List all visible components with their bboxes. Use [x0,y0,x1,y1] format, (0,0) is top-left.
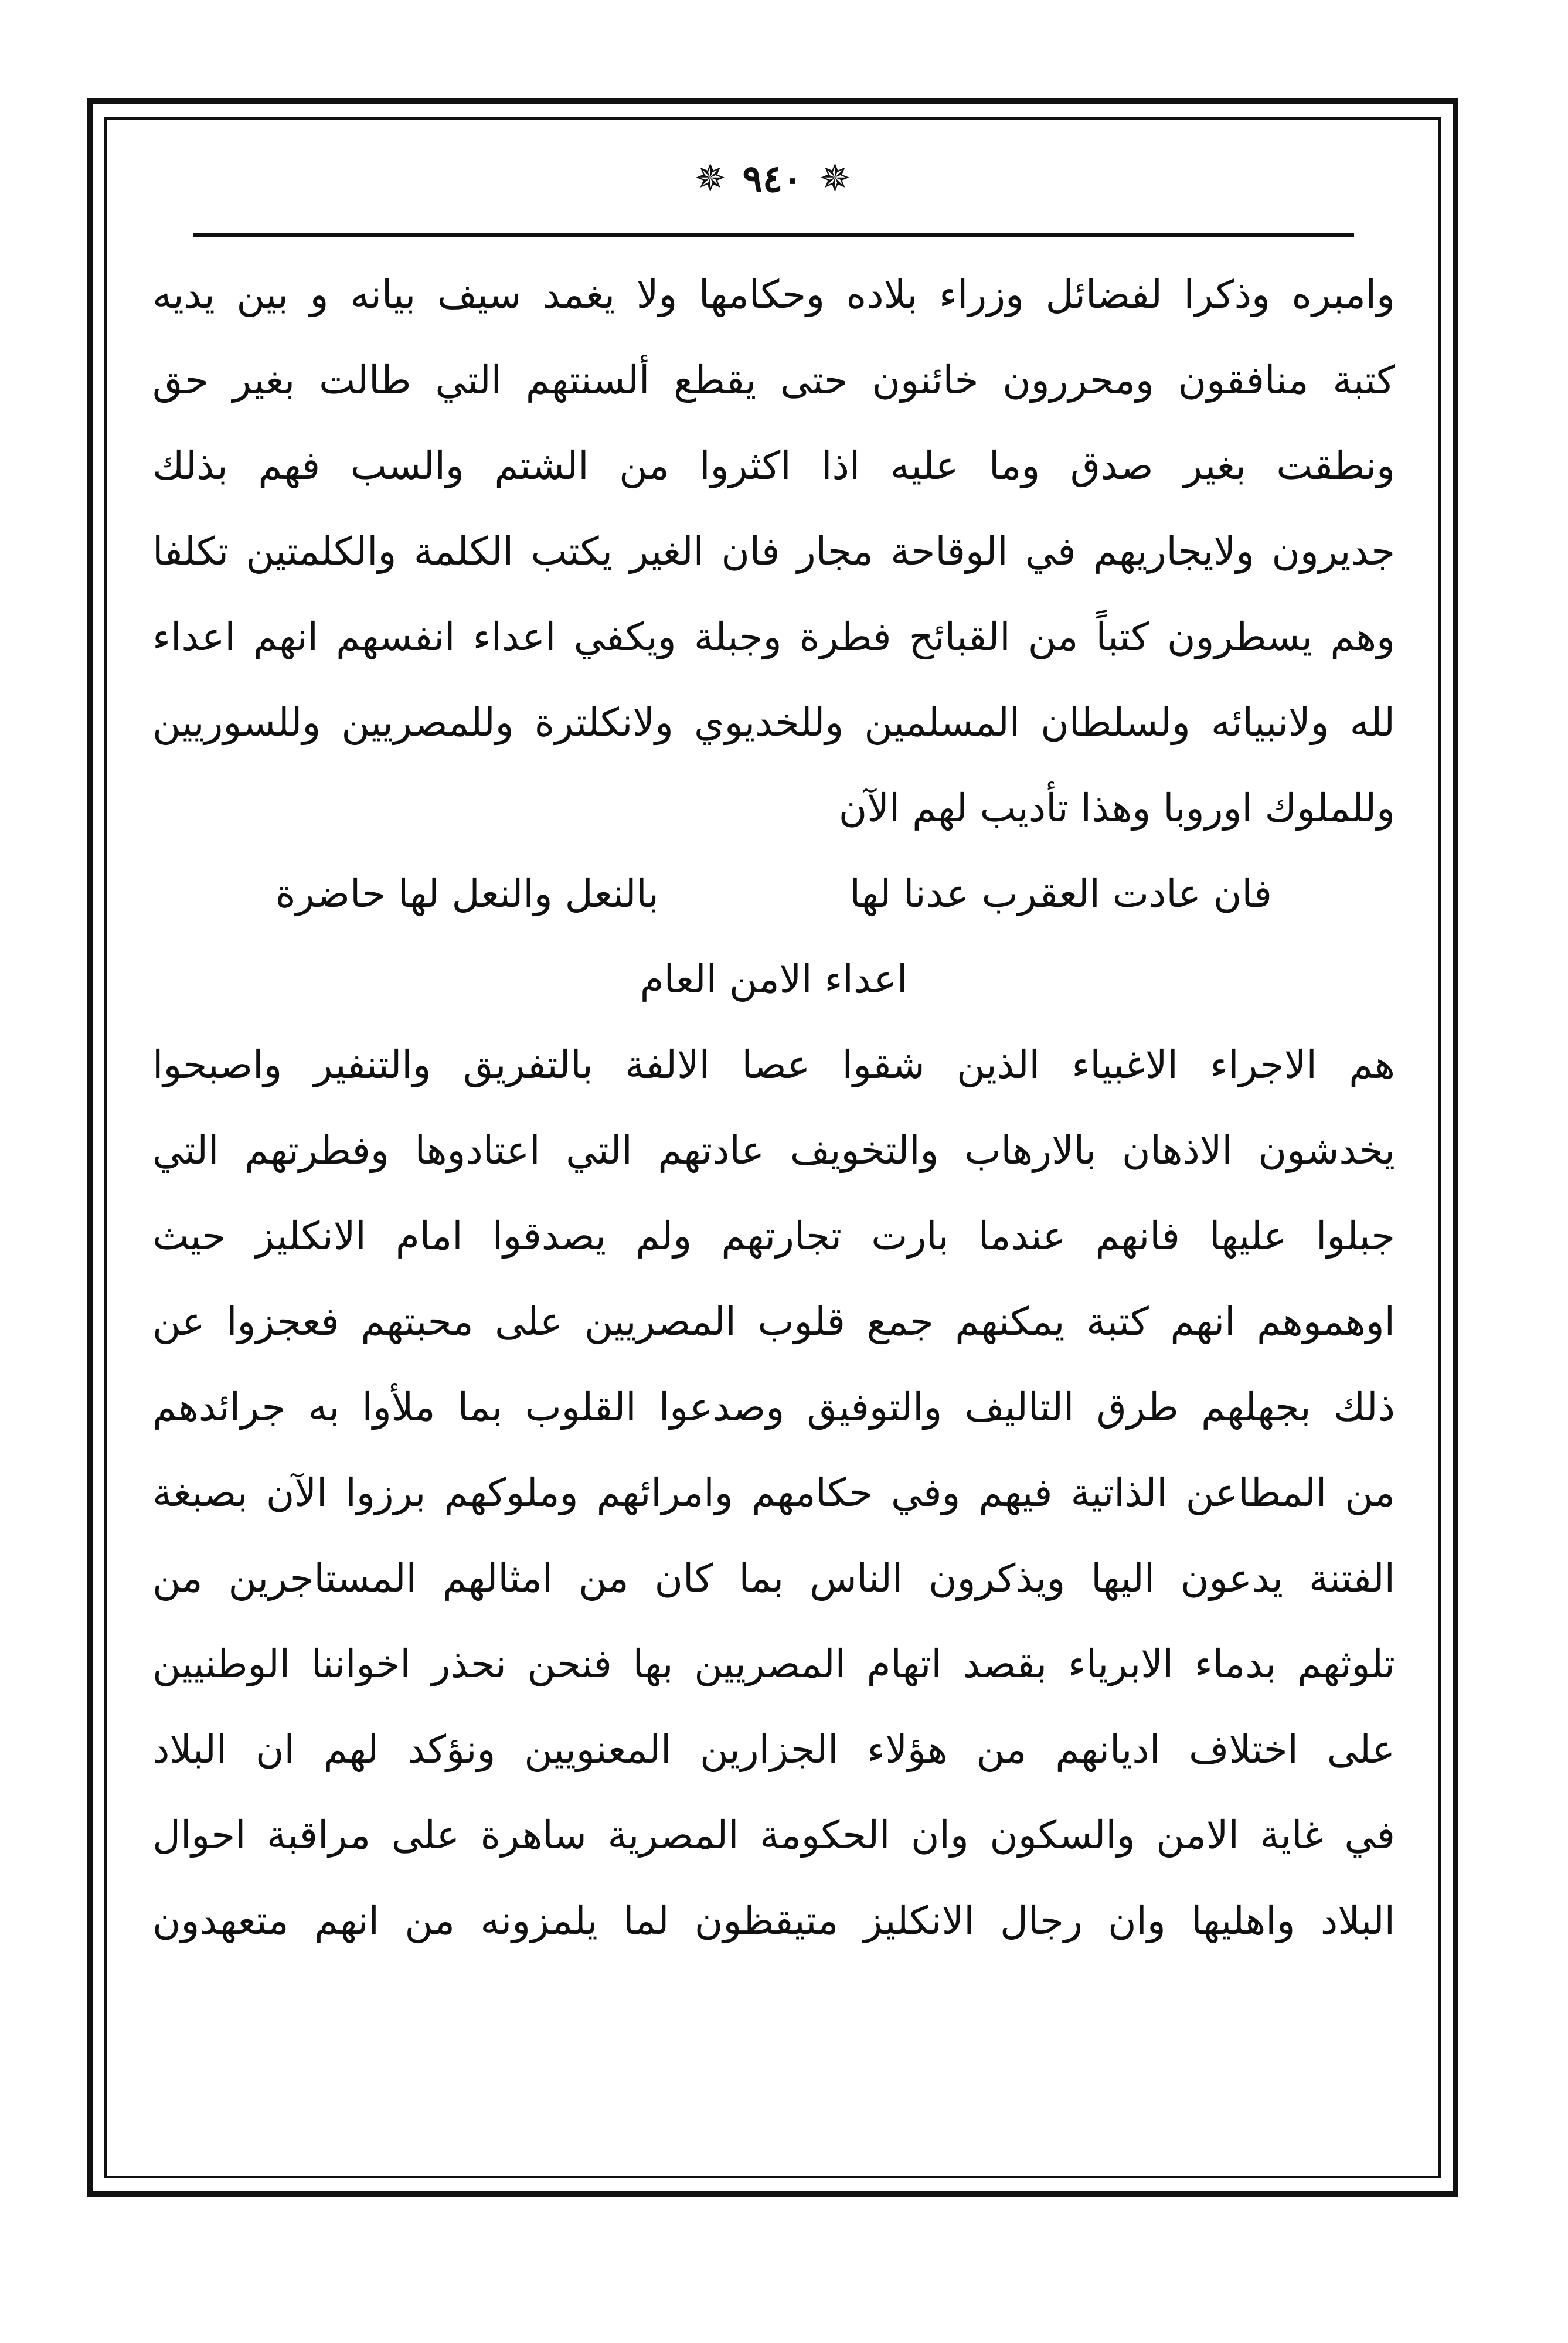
text-line: لله ولانبيائه ولسلطان المسلمين وللخديوي ولانكلترة وللمصريين وللسوريين [152,700,1395,745]
text-line: جديرون ولايجاريهم في الوقاحة مجار فان الغير يكتب الكلمة والكلمتين تكلفا [152,529,1395,574]
text-line: يخدشون الاذهان بالارهاب والتخويف عادتهم التي اعتادوها وفطرتهم التي [152,1128,1395,1173]
text-line: من المطاعن الذاتية فيهم وفي حكامهم وامرائهم وملوكهم برزوا الآن بصبغة [152,1470,1395,1515]
verse-second-hemistich: بالنعل والنعل لها حاضرة [275,871,659,916]
text-line: وهم يسطرون كتباً من القبائح فطرة وجبلة ويكفي اعداء انفسهم انهم اعداء [152,614,1395,659]
ornament-left-icon: ✵ [694,157,726,200]
text-line: وامبره وذكرا لفضائل وزراء بلاده وحكامها ولا يغمد سيف بيانه و بين يديه [152,272,1395,317]
text-line: اوهموهم انهم كتبة يمكنهم جمع قلوب المصريين على محبتهم فعجزوا عن [152,1299,1395,1344]
section-heading: اعداء الامن العام [640,957,908,1002]
page-body [152,252,1395,1964]
text-line: على اختلاف اديانهم من هؤلاء الجزارين المعنويين ونؤكد لهم ان البلاد [152,1727,1395,1772]
text-line: في غاية الامن والسكون وان الحكومة المصرية ساهرة على مراقبة احوال [152,1812,1395,1858]
text-line: الفتنة يدعون اليها ويذكرون الناس بما كان من امثالهم المستاجرين من [152,1556,1395,1601]
ornament-right-icon: ✵ [819,157,851,200]
page-number: ٩٤٠ [742,157,803,201]
text-line: جبلوا عليها فانهم عندما بارت تجارتهم ولم يصدقوا امام الانكليز حيث [152,1213,1395,1259]
text-line: البلاد واهليها وان رجال الانكليز متيقظون لما يلمزونه من انهم متعهدون [152,1898,1395,1943]
text-line: ذلك بجهلهم طرق التاليف والتوفيق وصدعوا القلوب بما ملأوا به جرائدهم [152,1385,1395,1430]
verse-first-hemistich: فان عادت العقرب عدنا لها [849,871,1272,916]
text-line: تلوثهم بدماء الابرياء بقصد اتهام المصريين بها فنحن نحذر اخواننا الوطنيين [152,1641,1395,1686]
text-line: وللملوك اوروبا وهذا تأديب لهم الآن [838,785,1395,831]
text-line: هم الاجراء الاغبياء الذين شقوا عصا الالفة بالتفريق والتنفير واصبحوا [152,1042,1395,1087]
text-line: ونطقت بغير صدق وما عليه اذا اكثروا من الشتم والسب فهم بذلك [152,443,1395,488]
text-line: كتبة منافقون ومحررون خائنون حتى يقطع ألسنتهم التي طالت بغير حق [152,358,1395,403]
header-divider [193,233,1354,237]
page-header [104,135,1441,223]
poetry-verse [152,851,1395,937]
